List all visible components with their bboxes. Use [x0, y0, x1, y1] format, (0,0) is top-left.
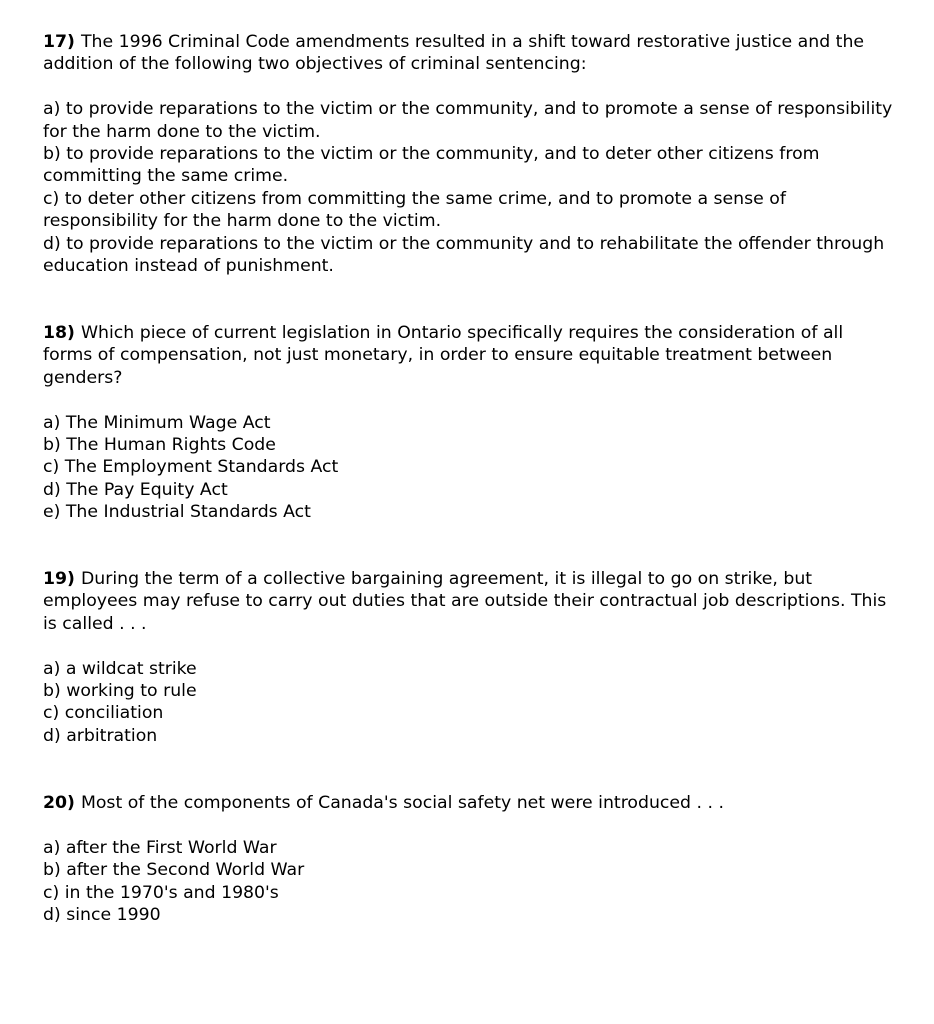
answer-option-a: a) The Minimum Wage Act	[43, 412, 271, 433]
question-number: 17)	[43, 32, 75, 52]
question-number: 19)	[43, 569, 75, 589]
question-stem	[43, 31, 903, 76]
question-17	[43, 31, 903, 277]
question-text: The 1996 Criminal Code amendments resulted in a shift toward restorative justice and the addition of the following two objectives of criminal sentencing:	[43, 32, 865, 75]
answer-option-c: c) The Employment Standards Act	[43, 457, 339, 478]
answer-option-b: b) to provide reparations to the victim or the community, and to deter other citizens from committing the same crime.	[43, 144, 820, 187]
question-text: During the term of a collective bargaining agreement, it is illegal to go on strike, but employees may refuse to carry out duties that are outside their contractual job descriptions. This is called . . .	[43, 569, 887, 634]
answer-option-c: c) to deter other citizens from committing the same crime, and to promote a sense of responsibility for the harm done to the victim.	[43, 188, 786, 232]
question-text: Most of the components of Canada's social safety net were introduced . . .	[80, 793, 724, 813]
answer-option-d: d) The Pay Equity Act	[43, 479, 228, 500]
question-19	[43, 568, 893, 747]
question-number: 18)	[43, 323, 75, 343]
question-text: Which piece of current legislation in Ontario specifically requires the consideration of all forms of compensation, not just monetary, in order to ensure equitable treatment between genders?	[43, 323, 844, 388]
answer-option-d: d) since 1990	[43, 905, 161, 926]
answer-option-e: e) The Industrial Standards Act	[43, 502, 311, 523]
answer-options	[43, 98, 903, 277]
answer-option-b: b) after the Second World War	[43, 860, 305, 881]
answer-option-c: c) in the 1970's and 1980's	[43, 882, 279, 903]
answer-options	[43, 412, 873, 524]
question-stem	[43, 322, 873, 389]
answer-options	[43, 658, 893, 748]
answer-option-b: b) The Human Rights Code	[43, 435, 276, 456]
question-stem	[43, 792, 893, 814]
answer-option-d: d) arbitration	[43, 725, 158, 746]
answer-options	[43, 837, 893, 927]
answer-option-b: b) working to rule	[43, 681, 197, 702]
answer-option-d: d) to provide reparations to the victim or the community and to rehabilitate the offender through education instead of punishment.	[43, 233, 885, 277]
question-20	[43, 792, 893, 926]
answer-option-c: c) conciliation	[43, 703, 164, 724]
question-18	[43, 322, 873, 524]
answer-option-a: a) to provide reparations to the victim or the community, and to promote a sense of responsibility for the harm done to the victim.	[43, 99, 893, 142]
answer-option-a: a) a wildcat strike	[43, 658, 197, 679]
question-number: 20)	[43, 793, 75, 813]
question-stem	[43, 568, 893, 635]
answer-option-a: a) after the First World War	[43, 837, 277, 858]
